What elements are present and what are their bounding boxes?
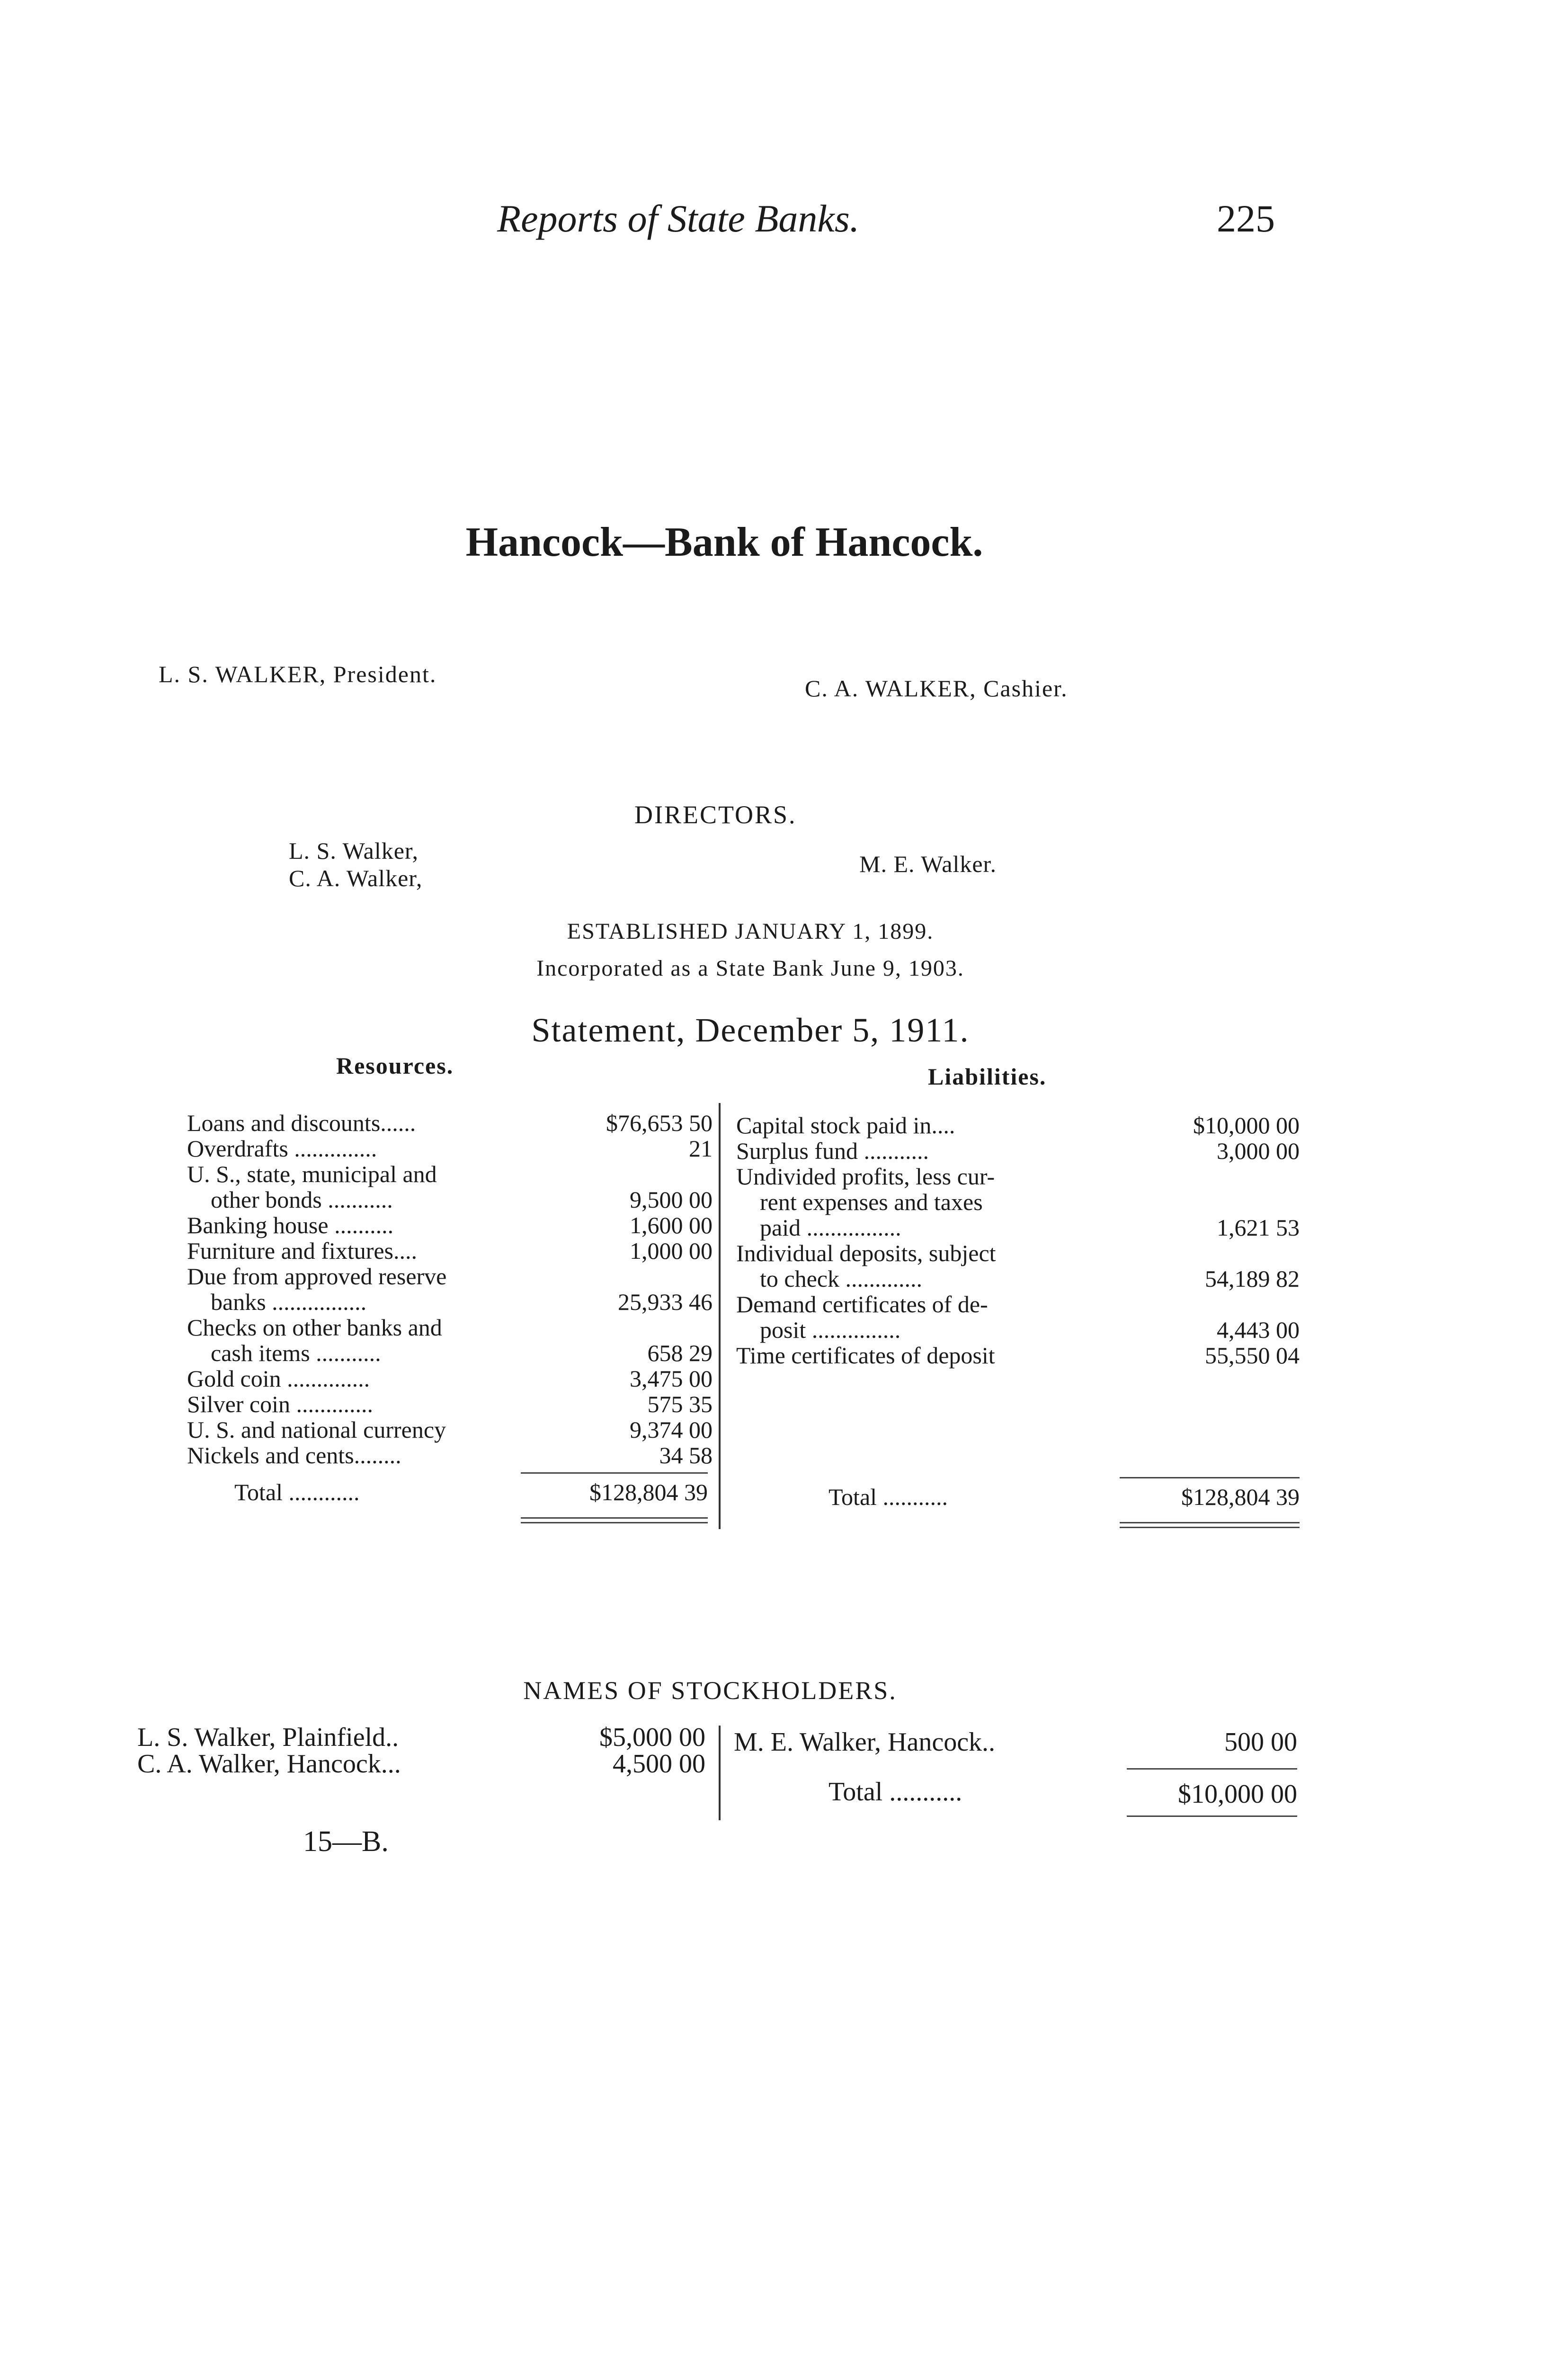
table-row xyxy=(187,1289,713,1315)
established-line: ESTABLISHED JANUARY 1, 1899. xyxy=(567,919,934,944)
row-label: Furniture and fixtures.... xyxy=(187,1237,418,1264)
row-label: Overdrafts .............. xyxy=(187,1135,377,1162)
table-row xyxy=(187,1417,713,1442)
column-divider xyxy=(719,1103,721,1529)
cashier-line: C. A. WALKER, Cashier. xyxy=(805,675,1068,702)
row-label: posit ............... xyxy=(760,1317,901,1343)
liabilities-total-label: Total ........... xyxy=(829,1484,948,1510)
row-amount: 658 29 xyxy=(647,1340,713,1366)
stockholder-name: M. E. Walker, Hancock.. xyxy=(734,1727,996,1757)
row-amount: 25,933 46 xyxy=(618,1289,713,1315)
director-name: L. S. Walker, xyxy=(289,837,419,864)
row-label: cash items ........... xyxy=(211,1340,381,1366)
row-amount: 3,475 00 xyxy=(630,1365,713,1392)
row-amount: 1,621 53 xyxy=(1217,1214,1300,1241)
statement-title: Statement, December 5, 1911. xyxy=(531,1011,970,1049)
row-amount: 34 58 xyxy=(659,1442,713,1468)
row-amount: 54,189 82 xyxy=(1205,1265,1300,1292)
row-label: Nickels and cents........ xyxy=(187,1442,401,1468)
total-double-rule xyxy=(1120,1527,1300,1528)
table-row xyxy=(736,1189,1300,1215)
row-label: to check ............. xyxy=(760,1265,922,1292)
total-double-rule xyxy=(1120,1522,1300,1523)
row-label: Undivided profits, less cur- xyxy=(736,1163,995,1190)
table-row xyxy=(736,1317,1300,1343)
row-label: Silver coin ............. xyxy=(187,1391,374,1417)
row-amount: $10,000 00 xyxy=(1193,1112,1300,1139)
subtotal-rule xyxy=(521,1472,708,1474)
row-label: Capital stock paid in.... xyxy=(736,1112,955,1139)
table-row xyxy=(736,1138,1300,1164)
incorporated-line: Incorporated as a State Bank June 9, 1903. xyxy=(536,956,964,981)
stockholders-total: $10,000 00 xyxy=(1178,1780,1297,1809)
total-double-rule xyxy=(521,1517,708,1519)
table-row xyxy=(736,1240,1300,1266)
resources-total-label: Total ............ xyxy=(234,1479,360,1505)
table-row xyxy=(187,1366,713,1391)
row-label: Due from approved reserve xyxy=(187,1263,447,1290)
row-amount: 55,550 04 xyxy=(1205,1342,1300,1369)
table-row xyxy=(187,1442,713,1468)
table-row xyxy=(736,1164,1300,1189)
table-row xyxy=(187,1391,713,1417)
row-amount: 3,000 00 xyxy=(1217,1138,1300,1164)
director-name: C. A. Walker, xyxy=(289,865,423,891)
director-name: M. E. Walker. xyxy=(859,851,997,877)
stockholder-name: C. A. Walker, Hancock... xyxy=(137,1749,401,1779)
liabilities-table xyxy=(736,1112,1300,1368)
page-number: 225 xyxy=(1217,197,1275,240)
row-label: U. S., state, municipal and xyxy=(187,1161,437,1187)
table-row xyxy=(187,1161,713,1187)
liabilities-total: $128,804 39 xyxy=(1181,1484,1300,1510)
row-label: other bonds ........... xyxy=(211,1186,393,1213)
subtotal-rule xyxy=(1120,1477,1300,1478)
stockholder-amount: $5,000 00 xyxy=(599,1723,705,1752)
running-title: Reports of State Banks. xyxy=(497,197,860,240)
table-row xyxy=(187,1315,713,1340)
row-label: banks ................ xyxy=(211,1289,367,1315)
table-row xyxy=(187,1264,713,1289)
resources-total: $128,804 39 xyxy=(589,1479,708,1505)
row-amount: 9,374 00 xyxy=(630,1416,713,1443)
row-amount: 9,500 00 xyxy=(630,1186,713,1213)
table-row xyxy=(187,1187,713,1212)
row-label: Banking house .......... xyxy=(187,1212,394,1238)
table-row xyxy=(736,1215,1300,1240)
total-rule xyxy=(1127,1815,1297,1817)
row-label: Gold coin .............. xyxy=(187,1365,370,1392)
row-label: Time certificates of deposit xyxy=(736,1342,995,1369)
row-label: U. S. and national currency xyxy=(187,1416,446,1443)
table-row xyxy=(736,1291,1300,1317)
table-row xyxy=(187,1212,713,1238)
table-row xyxy=(187,1238,713,1264)
table-row xyxy=(736,1266,1300,1291)
stockholder-amount: 500 00 xyxy=(1224,1727,1297,1757)
stockholder-name: L. S. Walker, Plainfield.. xyxy=(137,1723,399,1752)
stockholders-divider xyxy=(719,1726,721,1820)
row-amount: $76,653 50 xyxy=(606,1110,713,1136)
liabilities-heading: Liabilities. xyxy=(928,1063,1047,1090)
stockholders-total-label: Total ........... xyxy=(829,1777,962,1806)
resources-heading: Resources. xyxy=(336,1052,454,1079)
resources-table xyxy=(187,1110,713,1468)
stockholder-amount: 4,500 00 xyxy=(613,1749,705,1779)
row-amount: 4,443 00 xyxy=(1217,1317,1300,1343)
subtotal-rule xyxy=(1127,1768,1297,1770)
row-amount: 1,000 00 xyxy=(630,1237,713,1264)
bank-title: Hancock—Bank of Hancock. xyxy=(465,519,983,565)
row-label: Demand certificates of de- xyxy=(736,1291,988,1317)
row-label: paid ................ xyxy=(760,1214,901,1241)
stockholders-heading: NAMES OF STOCKHOLDERS. xyxy=(523,1676,897,1705)
table-row xyxy=(187,1340,713,1366)
row-label: Surplus fund ........... xyxy=(736,1138,929,1164)
row-amount: 575 35 xyxy=(647,1391,713,1417)
row-label: rent expenses and taxes xyxy=(760,1189,983,1215)
president-line: L. S. WALKER, President. xyxy=(159,661,437,687)
signature-mark: 15—B. xyxy=(303,1825,389,1858)
row-label: Individual deposits, subject xyxy=(736,1240,996,1266)
row-amount: 21 xyxy=(689,1135,713,1162)
row-label: Checks on other banks and xyxy=(187,1314,442,1341)
table-row xyxy=(187,1110,713,1136)
table-row xyxy=(187,1136,713,1161)
table-row xyxy=(736,1112,1300,1138)
table-row xyxy=(736,1343,1300,1368)
total-double-rule xyxy=(521,1522,708,1523)
directors-heading: DIRECTORS. xyxy=(634,801,797,829)
row-amount: 1,600 00 xyxy=(630,1212,713,1238)
row-label: Loans and discounts...... xyxy=(187,1110,416,1136)
